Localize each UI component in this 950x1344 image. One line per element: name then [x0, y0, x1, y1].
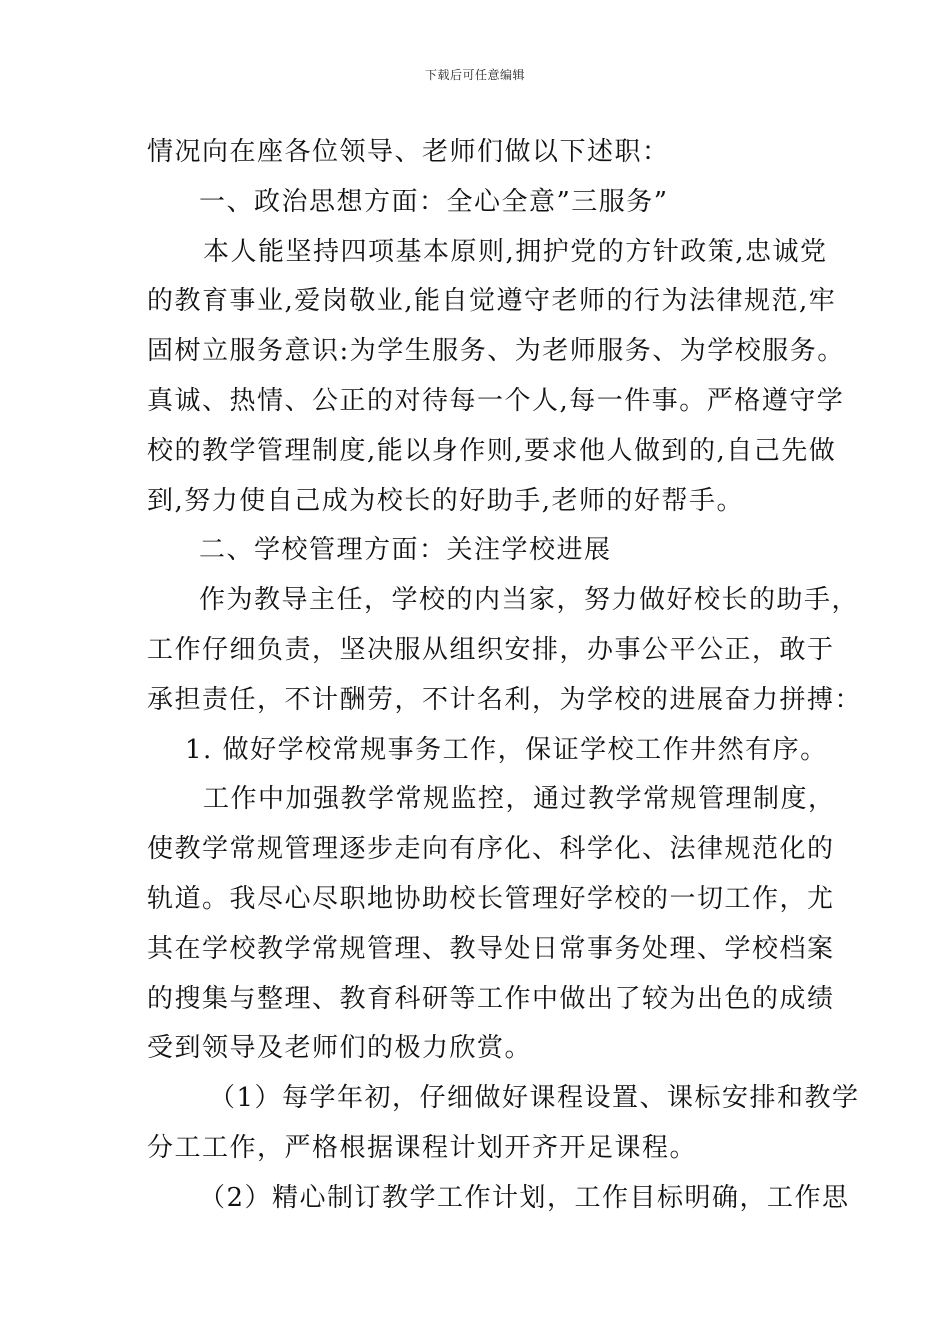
list-item-heading: 1. 做好学校常规事务工作，保证学校工作井然有序。: [185, 734, 828, 765]
paragraph-line: 的搜集与整理、教育科研等工作中做出了较为出色的成绩: [147, 983, 835, 1014]
paragraph-line: 到,努力使自己成为校长的好助手,老师的好帮手。: [147, 485, 745, 516]
paragraph-line: 轨道。我尽心尽职地协助校长管理好学校的一切工作，尤: [147, 883, 835, 914]
paragraph-line: 校的教学管理制度,能以身作则,要求他人做到的,自己先做: [147, 435, 837, 466]
paragraph-line: 工作仔细负责，坚决服从组织安排，办事公平公正，敢于: [147, 634, 835, 665]
page-header: 下载后可任意编辑: [424, 68, 525, 82]
paragraph-line: 使教学常规管理逐步走向有序化、科学化、法律规范化的: [147, 834, 835, 865]
paragraph-line: 本人能坚持四项基本原则,拥护党的方针政策,忠诚党: [203, 236, 828, 267]
paragraph-line: 的教育事业,爱岗敬业,能自觉遵守老师的行为法律规范,牢: [147, 286, 837, 317]
sub-item-line: （2）精心制订教学工作计划，工作目标明确，工作思: [199, 1182, 850, 1213]
paragraph-line: 作为教导主任，学校的内当家，努力做好校长的助手，: [199, 585, 860, 616]
paragraph-line: 受到领导及老师们的极力欣赏。: [147, 1033, 533, 1064]
paragraph-line: 承担责任，不计酬劳，不计名利，为学校的进展奋力拼搏：: [147, 684, 863, 715]
paragraph-line: 固树立服务意识:为学生服务、为老师服务、为学校服务。: [147, 336, 845, 367]
paragraph-line: 情况向在座各位领导、老师们做以下述职：: [147, 137, 670, 167]
paragraph-line: 分工工作，严格根据课程计划开齐开足课程。: [147, 1132, 698, 1163]
paragraph-line: 工作中加强教学常规监控，通过教学常规管理制度，: [203, 784, 836, 815]
paragraph-line: 其在学校教学常规管理、教导处日常事务处理、学校档案: [147, 933, 835, 964]
paragraph-line: 真诚、热情、公正的对待每一个人,每一件事。严格遵守学: [147, 385, 845, 416]
section-heading-2: 二、学校管理方面：关注学校进展: [199, 535, 612, 566]
document-body: [147, 128, 863, 1224]
section-heading-1: 一、政治思想方面：全心全意”三服务”: [199, 186, 669, 217]
sub-item-line: （1）每学年初，仔细做好课程设置、课标安排和教学: [209, 1083, 860, 1114]
